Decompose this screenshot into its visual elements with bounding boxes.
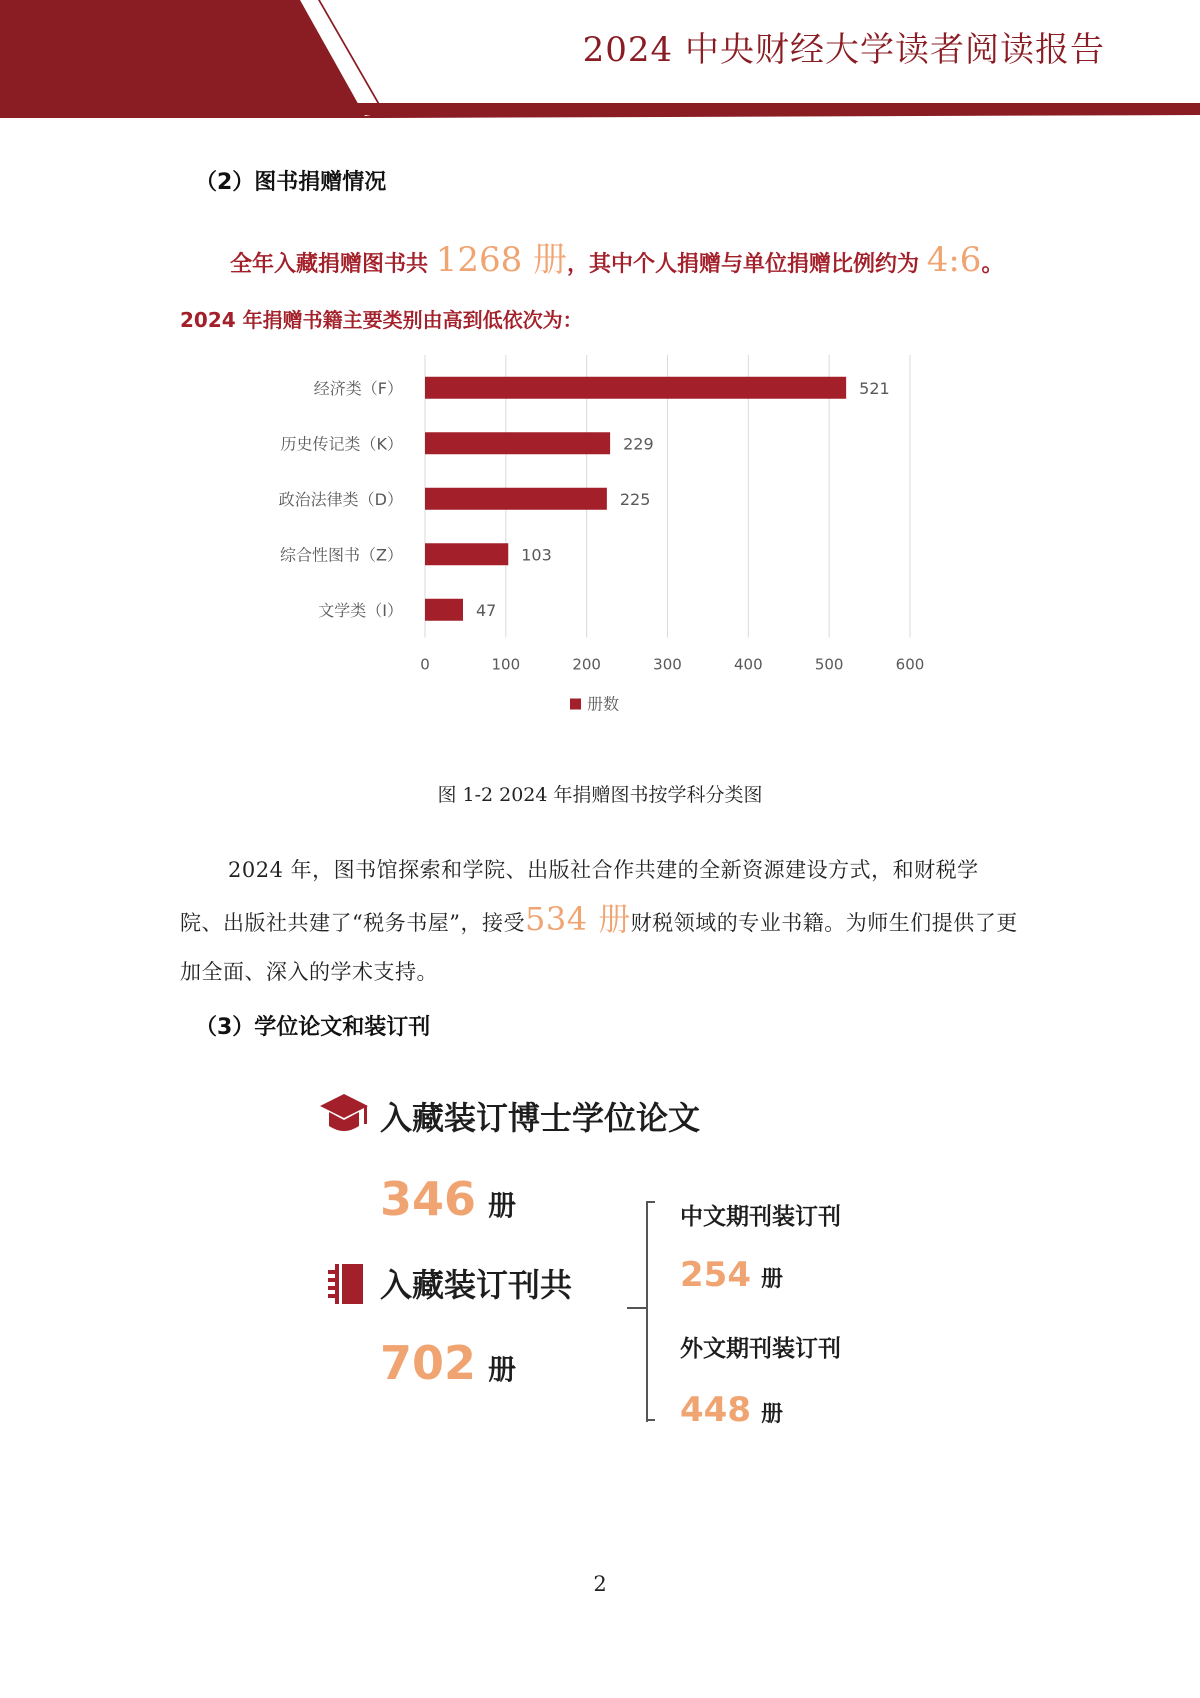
chinese-periodical-count	[680, 1255, 783, 1295]
donation-category-chart	[260, 355, 940, 755]
thesis-title: 入藏装订博士学位论文	[380, 1099, 701, 1137]
data-label: 225	[619, 489, 651, 509]
notebook-icon	[325, 1262, 365, 1306]
thesis-count	[380, 1172, 516, 1226]
body-paragraph	[180, 846, 1020, 997]
category-label: 历史传记类（K）	[280, 434, 403, 454]
section-heading-thesis-periodicals: （3）学位论文和装订刊	[195, 1015, 431, 1040]
thesis-unit: 册	[488, 1189, 517, 1222]
report-title: 2024 中央财经大学读者阅读报告	[582, 30, 1105, 70]
graduation-cap-icon	[318, 1092, 370, 1138]
x-tick-label: 0	[420, 655, 430, 674]
headline-text-1: 全年入藏捐赠图书共	[230, 252, 429, 277]
category-subheadline: 2024 年捐赠书籍主要类别由高到低依次为：	[180, 308, 583, 332]
thesis-value: 346	[380, 1172, 477, 1226]
section-heading-book-donation: （2）图书捐赠情况	[195, 170, 387, 195]
chinese-periodical-label: 中文期刊装订刊	[680, 1204, 841, 1230]
periodical-title: 入藏装订刊共	[380, 1266, 573, 1304]
chinese-unit: 册	[760, 1267, 783, 1292]
x-tick-label: 300	[653, 655, 682, 674]
periodical-unit: 册	[488, 1353, 517, 1386]
figure-caption: 图 1-2 2024 年捐赠图书按学科分类图	[437, 784, 763, 806]
data-label: 229	[623, 434, 654, 454]
category-label: 综合性图书（Z）	[280, 545, 403, 565]
headline-total-number: 1268 册	[435, 240, 568, 280]
data-label: 47	[475, 600, 497, 620]
category-label: 经济类（F）	[313, 378, 403, 398]
x-tick-label: 400	[734, 655, 763, 674]
bar	[425, 432, 610, 454]
chinese-value: 254	[680, 1255, 751, 1295]
legend-swatch	[570, 699, 581, 710]
headline-end: 。	[981, 252, 1004, 277]
bracket-divider	[625, 1200, 661, 1422]
foreign-unit: 册	[760, 1402, 783, 1427]
data-label: 103	[521, 545, 552, 565]
x-tick-label: 200	[572, 655, 601, 674]
foreign-periodical-label: 外文期刊装订刊	[680, 1336, 841, 1362]
bar	[425, 599, 463, 621]
page-number: 2	[593, 1572, 607, 1596]
data-label: 521	[859, 378, 890, 398]
chart-svg	[260, 355, 940, 755]
x-tick-label: 600	[895, 655, 925, 674]
x-tick-label: 500	[814, 655, 844, 674]
category-label: 政治法律类（D）	[278, 489, 403, 509]
donation-headline	[230, 232, 1003, 281]
paragraph-text-2: 财税领域的专业书籍。为师生们提供了更加全面、深入的学术支持。	[180, 911, 1018, 984]
bar	[425, 488, 607, 510]
foreign-value: 448	[680, 1390, 751, 1430]
x-tick-label: 100	[491, 655, 521, 674]
legend-label: 册数	[587, 694, 620, 714]
periodical-value: 702	[380, 1336, 477, 1390]
category-label: 文学类（I）	[318, 600, 403, 620]
paragraph-number: 534 册	[524, 900, 631, 938]
bar	[425, 543, 508, 565]
foreign-periodical-count	[680, 1390, 783, 1430]
headline-text-2: ，其中个人捐赠与单位捐赠比例约为	[567, 252, 920, 277]
paragraph-text-1: 2024 年，图书馆探索和学院、出版社合作共建的全新资源建设方式，和财税学院、出版社共建了“税务书屋”，接受	[180, 858, 979, 935]
periodical-count	[380, 1336, 516, 1390]
headline-ratio: 4:6	[926, 240, 982, 280]
bar	[425, 377, 846, 399]
